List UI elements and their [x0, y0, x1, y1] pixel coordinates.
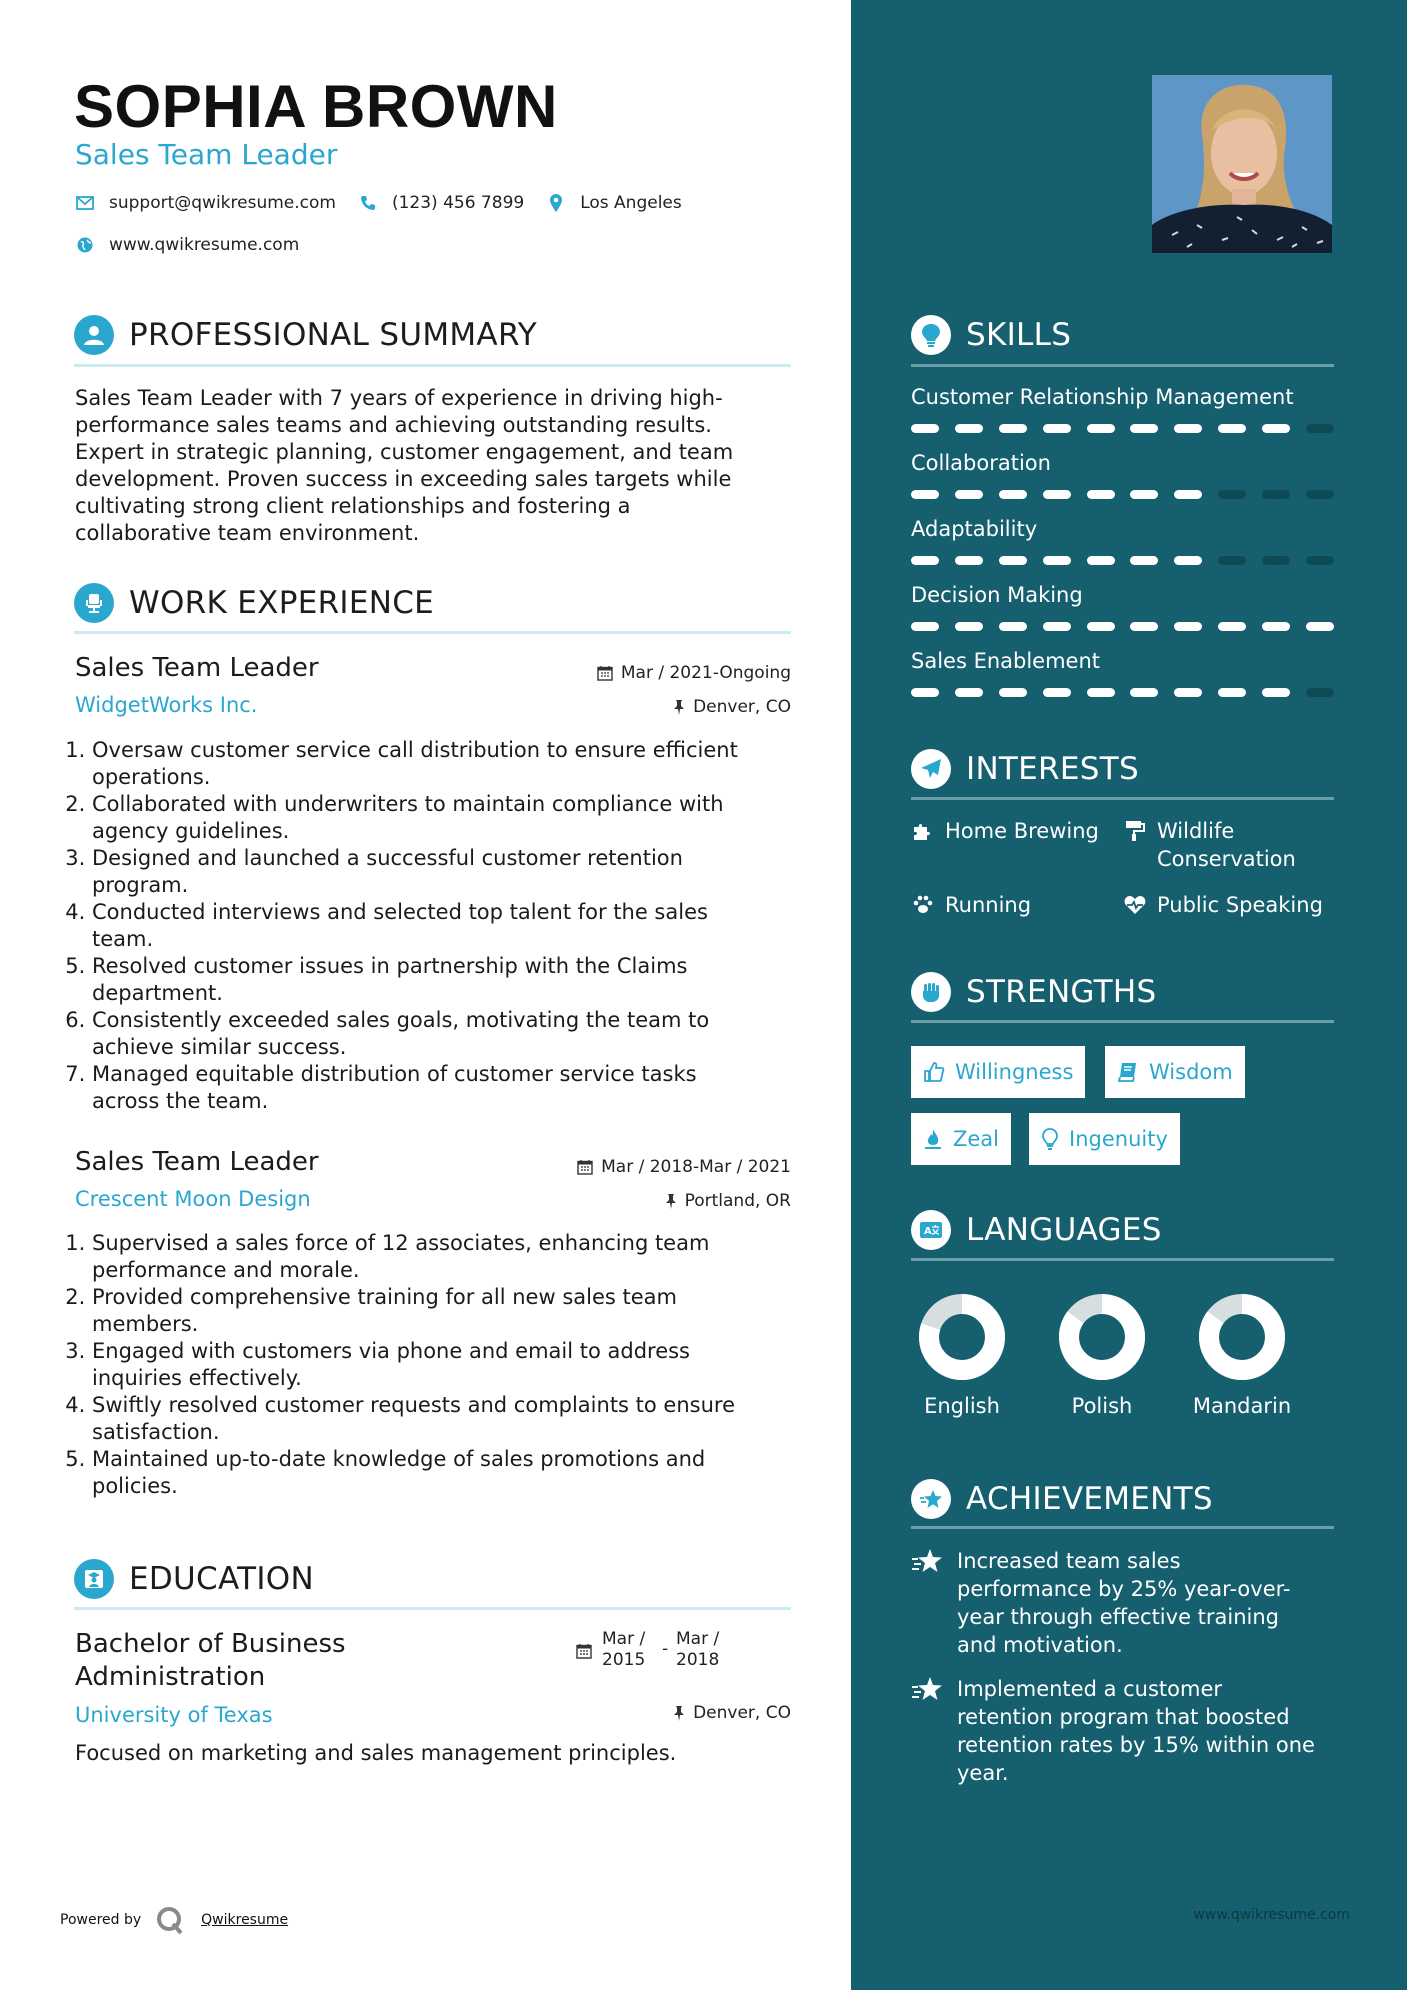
skill-segment — [1262, 556, 1290, 565]
job-2-title: Sales Team Leader — [75, 1147, 319, 1177]
job-1-dates: Mar / 2021-Ongoing — [597, 663, 791, 683]
list-item: 5. Maintained up-to-date knowledge of sales promotions and policies. — [92, 1446, 822, 1500]
summary-text: Sales Team Leader with 7 years of experience in driving high- performance sales teams and achieving outstanding results. Expert in strategic planning, customer engagement, and team development. Proven success in exceeding sales targets while cultivating strong client relationships and fostering a collaborative team environment. — [75, 386, 734, 545]
fist-icon — [911, 972, 951, 1012]
language-name: English — [924, 1394, 1000, 1418]
thumbs-up-icon — [923, 1061, 945, 1083]
list-item: 7. Managed equitable distribution of customer service tasks across the team. — [92, 1061, 822, 1115]
lightbulb-icon — [911, 315, 951, 355]
skill-label: Decision Making — [911, 583, 1083, 607]
summary-title: PROFESSIONAL SUMMARY — [129, 317, 538, 353]
list-item: 1. Oversaw customer service call distribution to ensure efficient operations. — [92, 737, 822, 791]
languages-heading — [911, 1210, 1162, 1250]
sidebar — [851, 0, 1407, 1990]
candidate-title: Sales Team Leader — [75, 138, 338, 171]
skill-segment — [1087, 556, 1115, 565]
interest-running: Running — [911, 891, 1031, 919]
skill-label: Customer Relationship Management — [911, 385, 1294, 409]
education-title: EDUCATION — [129, 1561, 314, 1597]
achievements-heading — [911, 1479, 1213, 1519]
website-row — [75, 235, 299, 255]
skill-segment — [1174, 688, 1202, 697]
skill-level-bar — [911, 688, 1334, 697]
calendar-icon — [597, 665, 613, 681]
strengths-divider — [911, 1020, 1334, 1023]
skill-segment — [1130, 688, 1158, 697]
interests-divider — [911, 797, 1334, 800]
skill-segment — [1262, 622, 1290, 631]
summary-divider — [74, 364, 791, 367]
languages-divider — [911, 1258, 1334, 1261]
interest-wildlife-conservation: Wildlife Conservation — [1123, 817, 1296, 873]
profile-photo — [1152, 75, 1332, 253]
education-description: Focused on marketing and sales management principles. — [75, 1741, 677, 1765]
skill-level-bar — [911, 490, 1334, 499]
heartbeat-icon — [1123, 893, 1147, 917]
degree-title: Bachelor of Business Administration — [75, 1629, 346, 1692]
list-item: 6. Consistently exceeded sales goals, motivating the team to achieve similar success. — [92, 1007, 822, 1061]
list-item: 3. Designed and launched a successful customer retention program. — [92, 845, 822, 899]
pushpin-icon — [673, 1705, 685, 1721]
education-dates: Mar / 2015 - Mar / 2018 — [576, 1629, 736, 1671]
skill-segment — [1174, 424, 1202, 433]
skill-segment — [1262, 424, 1290, 433]
skill-segment — [1130, 622, 1158, 631]
experience-heading — [74, 583, 434, 623]
graduate-icon — [74, 1559, 114, 1599]
qwikresume-link[interactable]: Qwikresume — [201, 1912, 289, 1928]
phone-text: (123) 456 7899 — [391, 193, 525, 213]
email-link[interactable]: support@qwikresume.com — [109, 193, 336, 213]
interest-public-speaking: Public Speaking — [1123, 891, 1323, 919]
job-2-dates: Mar / 2018-Mar / 2021 — [577, 1157, 791, 1177]
star-icon — [911, 1675, 943, 1703]
job-1-bullets — [50, 737, 822, 1115]
job-1-title: Sales Team Leader — [75, 653, 319, 683]
skill-segment — [1262, 688, 1290, 697]
strength-zeal: Zeal — [911, 1113, 1011, 1165]
education-divider — [74, 1607, 791, 1610]
powered-by-text: Powered by — [60, 1912, 142, 1928]
language-name: Polish — [1071, 1394, 1133, 1418]
summary-heading — [74, 315, 537, 355]
skill-segment — [1043, 556, 1071, 565]
skill-level-bar — [911, 556, 1334, 565]
list-item: 5. Resolved customer issues in partnership with the Claims department. — [92, 953, 822, 1007]
calendar-icon — [577, 1159, 593, 1175]
education-location: Denver, CO — [673, 1703, 791, 1723]
list-item: 3. Engaged with customers via phone and email to address inquiries effectively. — [92, 1338, 822, 1392]
strength-ingenuity: Ingenuity — [1029, 1113, 1180, 1165]
skill-segment — [1130, 424, 1158, 433]
education-heading — [74, 1559, 314, 1599]
language-item — [1047, 1294, 1157, 1418]
paint-roller-icon — [1123, 819, 1147, 843]
list-item: 4. Swiftly resolved customer requests and complaints to ensure satisfaction. — [92, 1392, 822, 1446]
skill-segment — [1218, 490, 1246, 499]
achievements-title: ACHIEVEMENTS — [966, 1481, 1213, 1517]
strengths-heading — [911, 972, 1156, 1012]
pushpin-icon — [673, 699, 685, 715]
skill-segment — [1130, 490, 1158, 499]
skill-segment — [1218, 688, 1246, 697]
skills-title: SKILLS — [966, 317, 1072, 353]
strength-wisdom: Wisdom — [1105, 1046, 1245, 1098]
language-donut — [1199, 1294, 1285, 1380]
skill-segment — [1306, 424, 1334, 433]
list-item: 4. Conducted interviews and selected top talent for the sales team. — [92, 899, 822, 953]
calendar-icon — [576, 1643, 592, 1659]
skill-segment — [1043, 424, 1071, 433]
job-1-company: WidgetWorks Inc. — [75, 693, 258, 717]
skills-heading — [911, 315, 1071, 355]
puzzle-icon — [911, 819, 935, 843]
language-item — [1187, 1294, 1297, 1418]
office-chair-icon — [74, 583, 114, 623]
language-item — [907, 1294, 1017, 1418]
skill-segment — [1087, 622, 1115, 631]
contact-row — [75, 193, 682, 213]
language-card-icon — [911, 1210, 951, 1250]
skill-label: Sales Enablement — [911, 649, 1101, 673]
star-icon — [911, 1479, 951, 1519]
book-icon — [1117, 1061, 1139, 1083]
list-item: 2. Collaborated with underwriters to maintain compliance with agency guidelines. — [92, 791, 822, 845]
map-marker-icon — [546, 193, 566, 213]
skill-segment — [1262, 490, 1290, 499]
lightbulb-icon — [1041, 1128, 1059, 1150]
experience-title: WORK EXPERIENCE — [129, 585, 435, 621]
candidate-name: SOPHIA BROWN — [74, 73, 558, 140]
school-name: University of Texas — [75, 1703, 273, 1727]
globe-icon — [75, 235, 95, 255]
job-2-company: Crescent Moon Design — [75, 1187, 311, 1211]
skill-segment — [911, 556, 939, 565]
skill-segment — [1087, 490, 1115, 499]
skill-segment — [955, 688, 983, 697]
paper-plane-icon — [911, 749, 951, 789]
skill-segment — [1174, 490, 1202, 499]
skill-segment — [1043, 622, 1071, 631]
skill-segment — [1306, 490, 1334, 499]
achievements-divider — [911, 1526, 1334, 1529]
envelope-icon — [75, 193, 95, 213]
skill-segment — [999, 490, 1027, 499]
languages-title: LANGUAGES — [966, 1212, 1162, 1248]
experience-divider — [74, 631, 791, 634]
skill-segment — [955, 556, 983, 565]
qwikresume-logo-icon — [155, 1905, 187, 1935]
skill-segment — [1043, 688, 1071, 697]
skill-segment — [999, 424, 1027, 433]
language-donut — [919, 1294, 1005, 1380]
skill-segment — [1306, 556, 1334, 565]
interests-title: INTERESTS — [966, 751, 1139, 787]
skill-segment — [999, 556, 1027, 565]
website-link[interactable]: www.qwikresume.com — [109, 235, 300, 255]
skill-label: Collaboration — [911, 451, 1051, 475]
strength-willingness: Willingness — [911, 1046, 1085, 1098]
skill-level-bar — [911, 424, 1334, 433]
list-item: 2. Provided comprehensive training for all new sales team members. — [92, 1284, 822, 1338]
skill-segment — [955, 622, 983, 631]
skill-segment — [1218, 622, 1246, 631]
job-1-location: Denver, CO — [673, 697, 791, 717]
job-2-location: Portland, OR — [665, 1191, 791, 1211]
skill-segment — [1306, 688, 1334, 697]
skill-segment — [1087, 688, 1115, 697]
skill-segment — [1174, 556, 1202, 565]
skill-segment — [999, 688, 1027, 697]
interests-heading — [911, 749, 1139, 789]
achievement-1: Increased team sales performance by 25% year-over- year through effective training and motivation. — [911, 1547, 1341, 1659]
skill-segment — [1174, 622, 1202, 631]
skill-segment — [1218, 424, 1246, 433]
svg-text:A: A — [924, 1226, 932, 1237]
skill-segment — [1043, 490, 1071, 499]
skill-segment — [1130, 556, 1158, 565]
powered-by — [60, 1905, 288, 1935]
flame-icon — [923, 1128, 943, 1150]
skill-level-bar — [911, 622, 1334, 631]
skill-segment — [911, 622, 939, 631]
list-item: 1. Supervised a sales force of 12 associates, enhancing team performance and morale. — [92, 1230, 822, 1284]
language-donut — [1059, 1294, 1145, 1380]
skill-segment — [911, 424, 939, 433]
location-text: Los Angeles — [580, 193, 682, 213]
skill-segment — [1087, 424, 1115, 433]
footer-website[interactable]: www.qwikresume.com — [1193, 1907, 1350, 1923]
job-2-bullets — [50, 1230, 822, 1500]
star-icon — [911, 1547, 943, 1575]
skill-segment — [911, 490, 939, 499]
skill-segment — [911, 688, 939, 697]
pushpin-icon — [665, 1193, 677, 1209]
interest-home-brewing: Home Brewing — [911, 817, 1099, 845]
skill-segment — [955, 490, 983, 499]
user-icon — [74, 315, 114, 355]
skill-segment — [1218, 556, 1246, 565]
paw-icon — [911, 893, 935, 917]
strengths-title: STRENGTHS — [966, 974, 1157, 1010]
skill-segment — [1306, 622, 1334, 631]
language-name: Mandarin — [1192, 1394, 1292, 1418]
skill-label: Adaptability — [911, 517, 1038, 541]
skill-segment — [955, 424, 983, 433]
skills-divider — [911, 364, 1334, 367]
achievement-2: Implemented a customer retention program that boosted retention rates by 15% within one year. — [911, 1675, 1341, 1787]
skill-segment — [999, 622, 1027, 631]
phone-icon — [358, 193, 378, 213]
